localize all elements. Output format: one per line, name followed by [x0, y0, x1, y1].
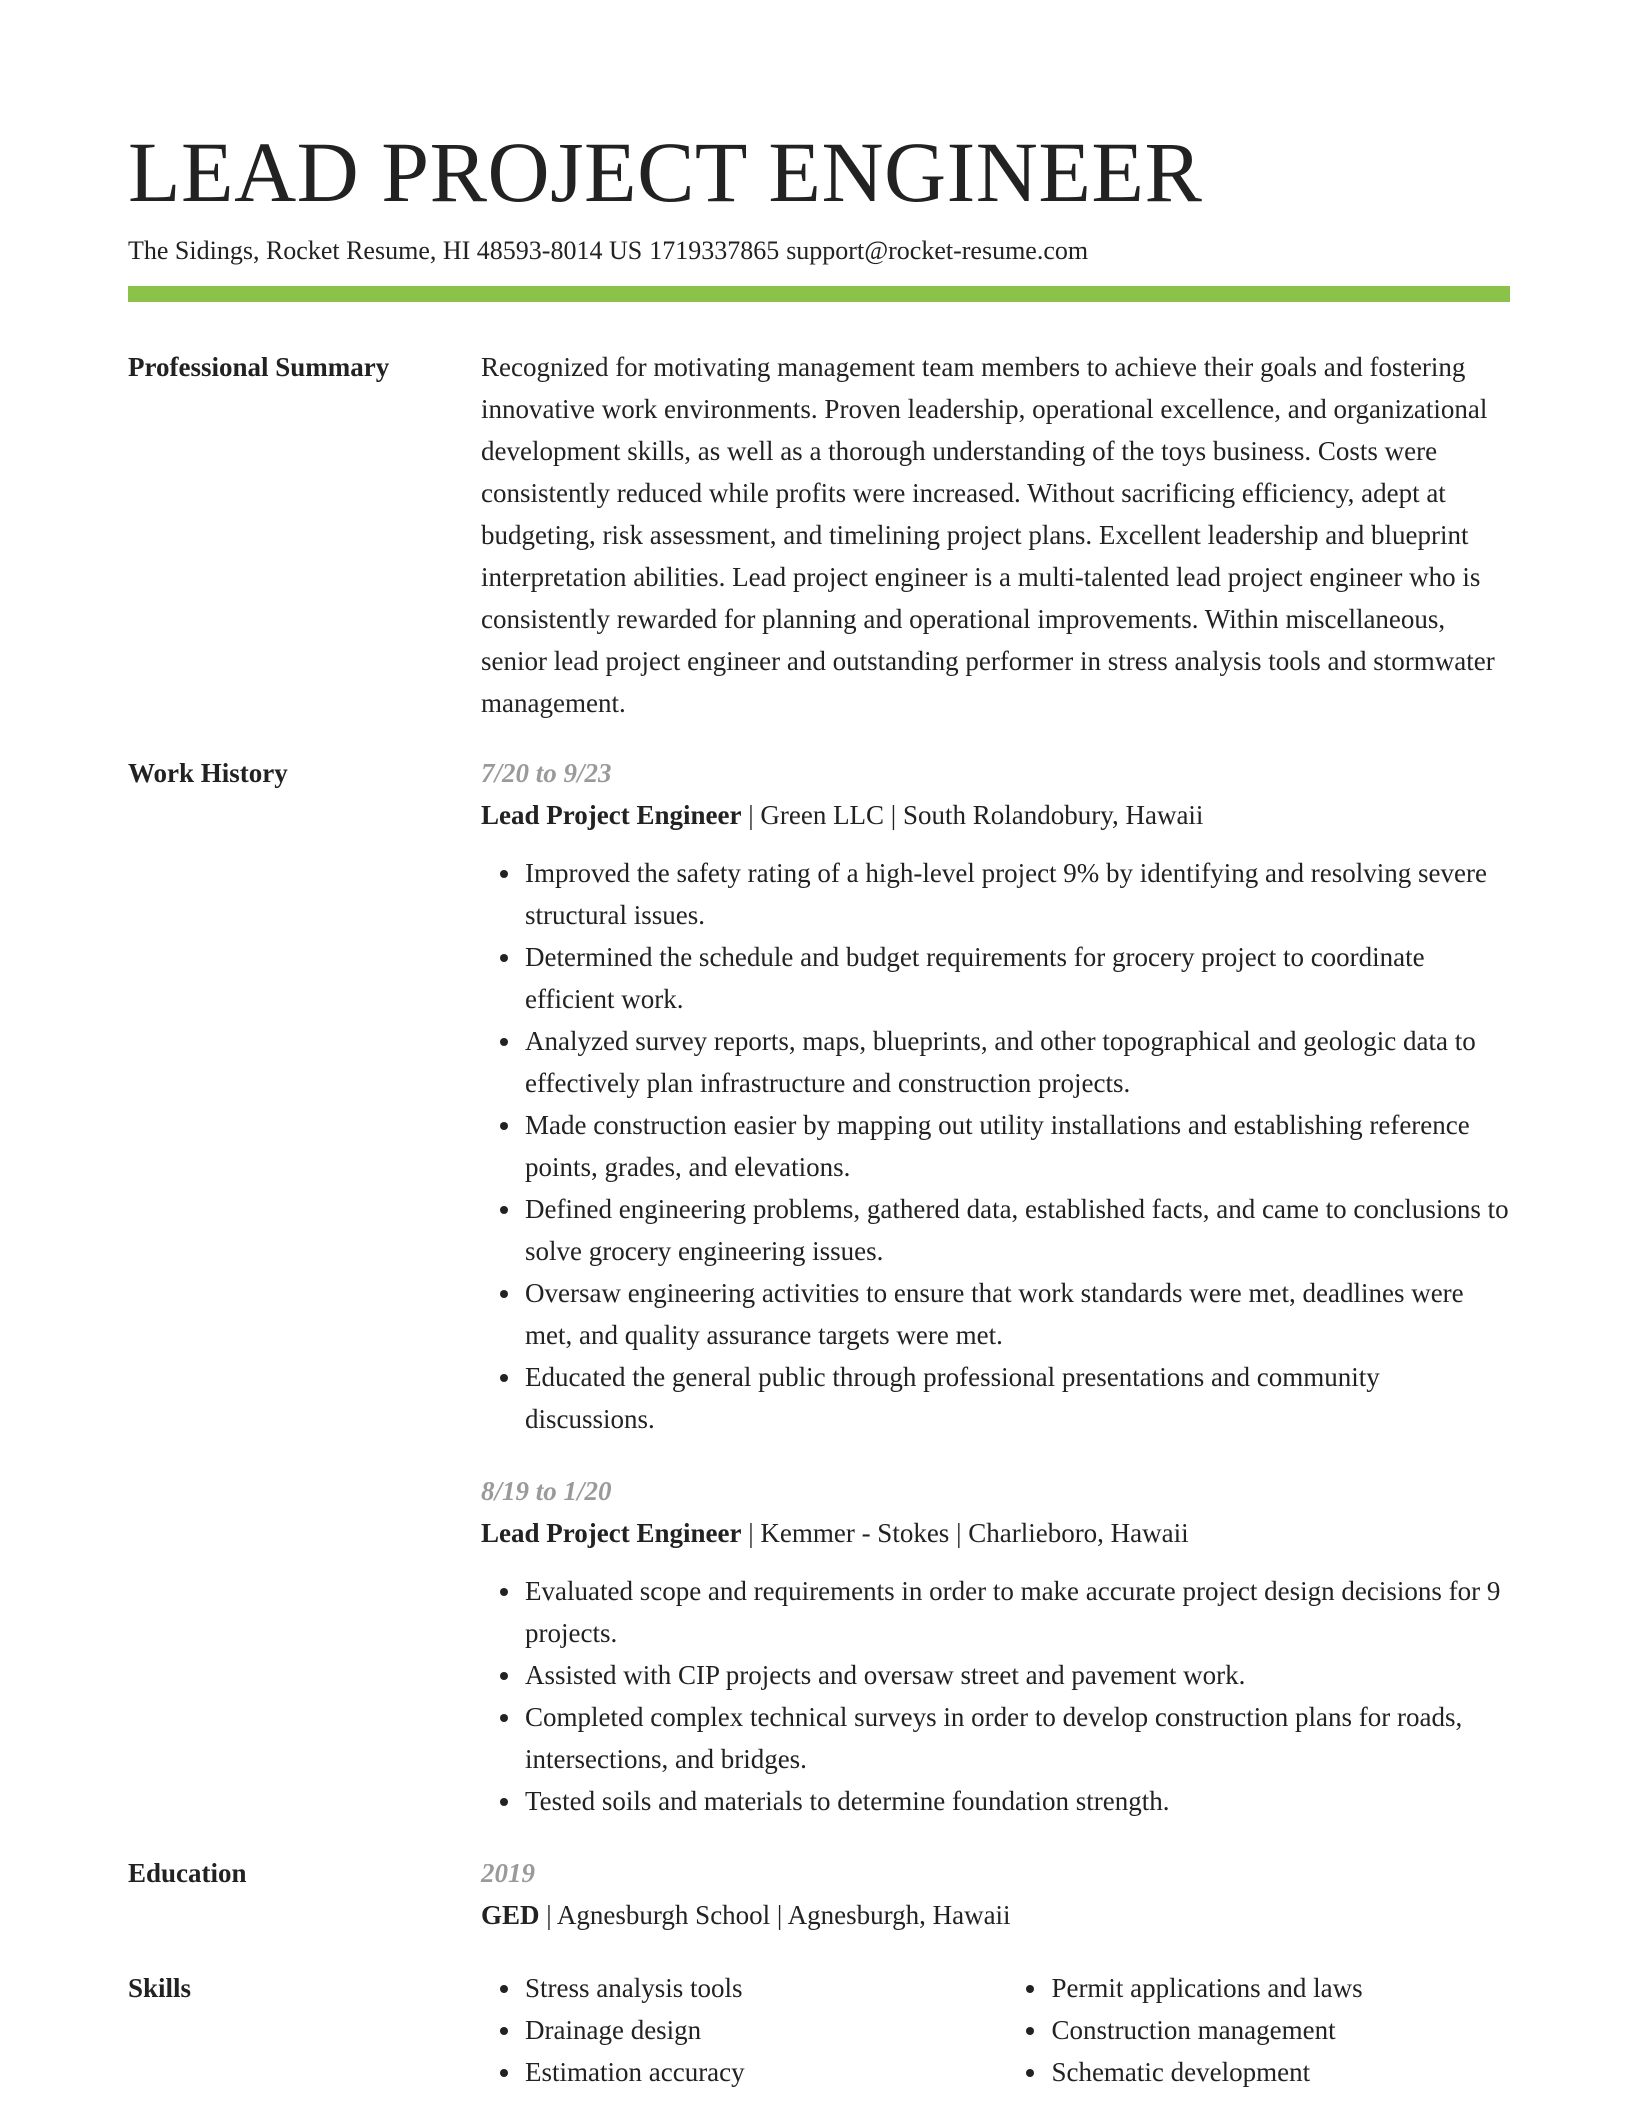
job-bullet: Made construction easier by mapping out utility installations and establishing reference points, grades, and elevations. [525, 1104, 1510, 1188]
job-bullet: Tested soils and materials to determine foundation strength. [525, 1780, 1510, 1822]
contact-email: support@rocket-resume.com [786, 236, 1089, 265]
job-details: | Kemmer - Stokes | Charlieboro, Hawaii [741, 1518, 1189, 1548]
job-bullet: Improved the safety rating of a high-level project 9% by identifying and resolving severe structural issues. [525, 852, 1510, 936]
skills-list-left [481, 1967, 1007, 2093]
accent-divider [128, 286, 1510, 302]
contact-address: The Sidings, Rocket Resume, HI 48593-8014 US [128, 236, 643, 265]
job-title: Lead Project Engineer [481, 1518, 742, 1548]
skills-grid [481, 1967, 1510, 2093]
skill-item: Drainage design [525, 2009, 1007, 2051]
summary-text: Recognized for motivating management team members to achieve their goals and fostering innovative work environments. Proven leadership, operational excellence, and organizational development skills, as well as a thorough understanding of the toys business. Costs were consistently reduced while profits were increased. Without sacrificing efficiency, adept at budgeting, risk assessment, and timelining project plans. Excellent leadership and blueprint interpretation abilities. Lead project engineer is a multi-talented lead project engineer who is consistently rewarded for planning and operational improvements. Within miscellaneous, senior lead project engineer and outstanding performer in stress analysis tools and stormwater management. [481, 352, 1495, 718]
job-details: | Green LLC | South Rolandobury, Hawaii [741, 800, 1204, 830]
skill-item: Construction management [1051, 2009, 1510, 2051]
job-entry [481, 1470, 1510, 1822]
candidate-title: LEAD PROJECT ENGINEER [128, 124, 1203, 220]
job-bullet-list [481, 852, 1510, 1440]
education-details: | Agnesburgh School | Agnesburgh, Hawaii [539, 1900, 1011, 1930]
job-entry [481, 752, 1510, 1440]
skills-body [481, 1967, 1510, 2093]
job-dates: 7/20 to 9/23 [481, 758, 612, 788]
skill-item: Stress analysis tools [525, 1967, 1007, 2009]
job-bullet: Determined the schedule and budget requirements for grocery project to coordinate efficient work. [525, 936, 1510, 1020]
job-bullet: Defined engineering problems, gathered data, established facts, and came to conclusions to solve grocery engineering issues. [525, 1188, 1510, 1272]
section-title-work-history: Work History [128, 758, 288, 788]
job-bullet: Evaluated scope and requirements in order to make accurate project design decisions for 9 projects. [525, 1570, 1510, 1654]
contact-line [128, 234, 1510, 268]
education-heading [481, 1894, 1510, 1936]
resume-header [128, 122, 1510, 268]
job-bullet: Completed complex technical surveys in order to develop construction plans for roads, intersections, and bridges. [525, 1696, 1510, 1780]
skills-list-right [1007, 1967, 1510, 2093]
job-bullet: Assisted with CIP projects and oversaw street and pavement work. [525, 1654, 1510, 1696]
summary-body [481, 346, 1510, 724]
section-title-skills: Skills [128, 1973, 192, 2003]
job-heading [481, 794, 1510, 836]
section-title-education: Education [128, 1858, 247, 1888]
job-bullet-list [481, 1570, 1510, 1822]
job-bullet: Analyzed survey reports, maps, blueprints, and other topographical and geologic data to effectively plan infrastructure and construction projects. [525, 1020, 1510, 1104]
job-title: Lead Project Engineer [481, 800, 742, 830]
contact-phone: 1719337865 [649, 236, 780, 265]
job-dates: 8/19 to 1/20 [481, 1476, 612, 1506]
section-title-summary: Professional Summary [128, 352, 390, 382]
work-history-body [481, 752, 1510, 1822]
job-bullet: Educated the general public through professional presentations and community discussions. [525, 1356, 1510, 1440]
job-heading [481, 1512, 1510, 1554]
skill-item: Schematic development [1051, 2051, 1510, 2093]
education-date: 2019 [481, 1858, 535, 1888]
education-degree: GED [481, 1900, 540, 1930]
job-bullet: Oversaw engineering activities to ensure that work standards were met, deadlines were met, and quality assurance targets were met. [525, 1272, 1510, 1356]
skill-item: Permit applications and laws [1051, 1967, 1510, 2009]
education-body [481, 1852, 1510, 1936]
skill-item: Estimation accuracy [525, 2051, 1007, 2093]
